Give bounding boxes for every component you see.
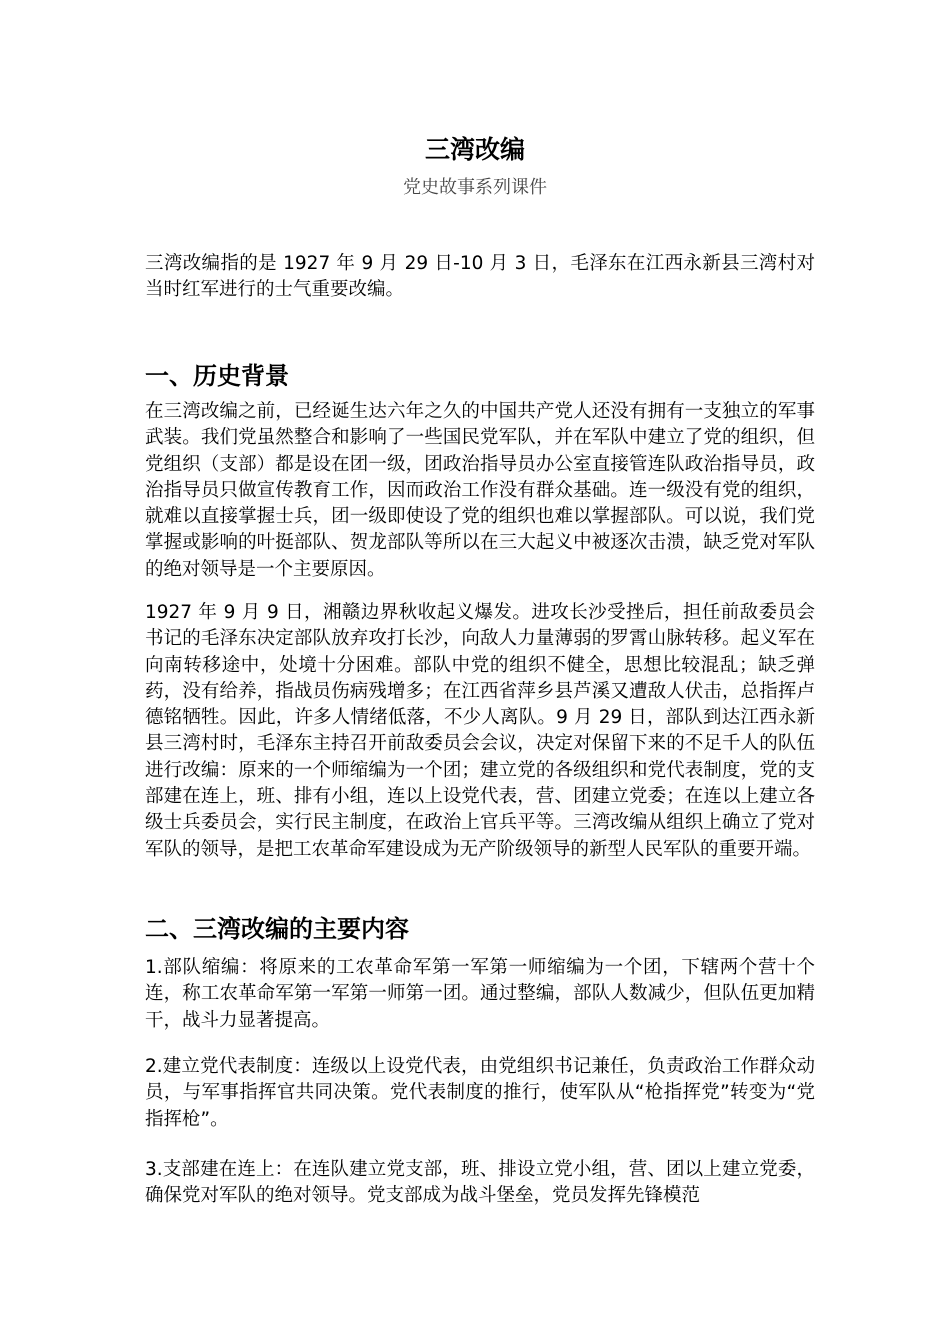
background-paragraph-1: 在三湾改编之前，已经诞生达六年之久的中国共产党人还没有拥有一支独立的军事武装。我们党虽然整合和影响了一些国民党军队，并在军队中建立了党的组织，但党组织（支部）都是设在团一级，团政治指导员办公室直接管连队政治指导员，政治指导员只做宣传教育工作，因而政治工作没有群众基础。连一级没有党的组织，就难以直接掌握士兵，团一级即使设了党的组织也难以掌握部队。可以说，我们党掌握或影响的叶挺部队、贺龙部队等所以在三大起义中被逐次击溃，缺乏党对军队的绝对领导是一个主要原因。 <box>145 401 815 580</box>
content-item-2: 2.建立党代表制度：连级以上设党代表，由党组织书记兼任，负责政治工作群众动员，与军事指挥官共同决策。党代表制度的推行，使军队从“枪指挥党”转变为“党指挥枪”。 <box>145 1056 815 1130</box>
content-item-1: 1.部队缩编：将原来的工农革命军第一军第一师缩编为一个团，下辖两个营十个连，称工农革命军第一军第一师第一团。通过整编，部队人数减少，但队伍更加精干，战斗力显著提高。 <box>145 957 815 1031</box>
document-title: 三湾改编 <box>424 135 525 164</box>
content-item-3: 3.支部建在连上：在连队建立党支部，班、排设立党小组，营、团以上建立党委，确保党对军队的绝对领导。党支部成为战斗堡垒，党员发挥先锋模范 <box>145 1159 815 1207</box>
document-subtitle: 党史故事系列课件 <box>403 177 547 198</box>
section-heading-main-content: 二、三湾改编的主要内容 <box>145 915 409 943</box>
section-heading-background: 一、历史背景 <box>145 362 289 390</box>
intro-paragraph: 三湾改编指的是 1927 年 9 月 29 日-10 月 3 日，毛泽东在江西永新县三湾村对当时红军进行的士气重要改编。 <box>145 253 815 301</box>
background-paragraph-2: 1927 年 9 月 9 日，湘赣边界秋收起义爆发。进攻长沙受挫后，担任前敌委员会书记的毛泽东决定部队放弃攻打长沙，向敌人力量薄弱的罗霄山脉转移。起义军在向南转移途中，处境十分困难。部队中党的组织不健全，思想比较混乱；缺乏弹药，没有给养，指战员伤病残增多；在江西省萍乡县芦溪又遭敌人伏击，总指挥卢德铭牺牲。因此，许多人情绪低落，不少人离队。9 月 29 日，部队到达江西永新县三湾村时，毛泽东主持召开前敌委员会会议，决定对保留下来的不足千人的队伍进行改编：原来的一个师缩编为一个团；建立党的各级组织和党代表制度，党的支部建在连上，班、排有小组，连以上设党代表，营、团建立党委；在连以上建立各级士兵委员会，实行民主制度，在政治上官兵平等。三湾改编从组织上确立了党对军队的领导，是把工农革命军建设成为无产阶级领导的新型人民军队的重要开端。 <box>145 602 815 860</box>
